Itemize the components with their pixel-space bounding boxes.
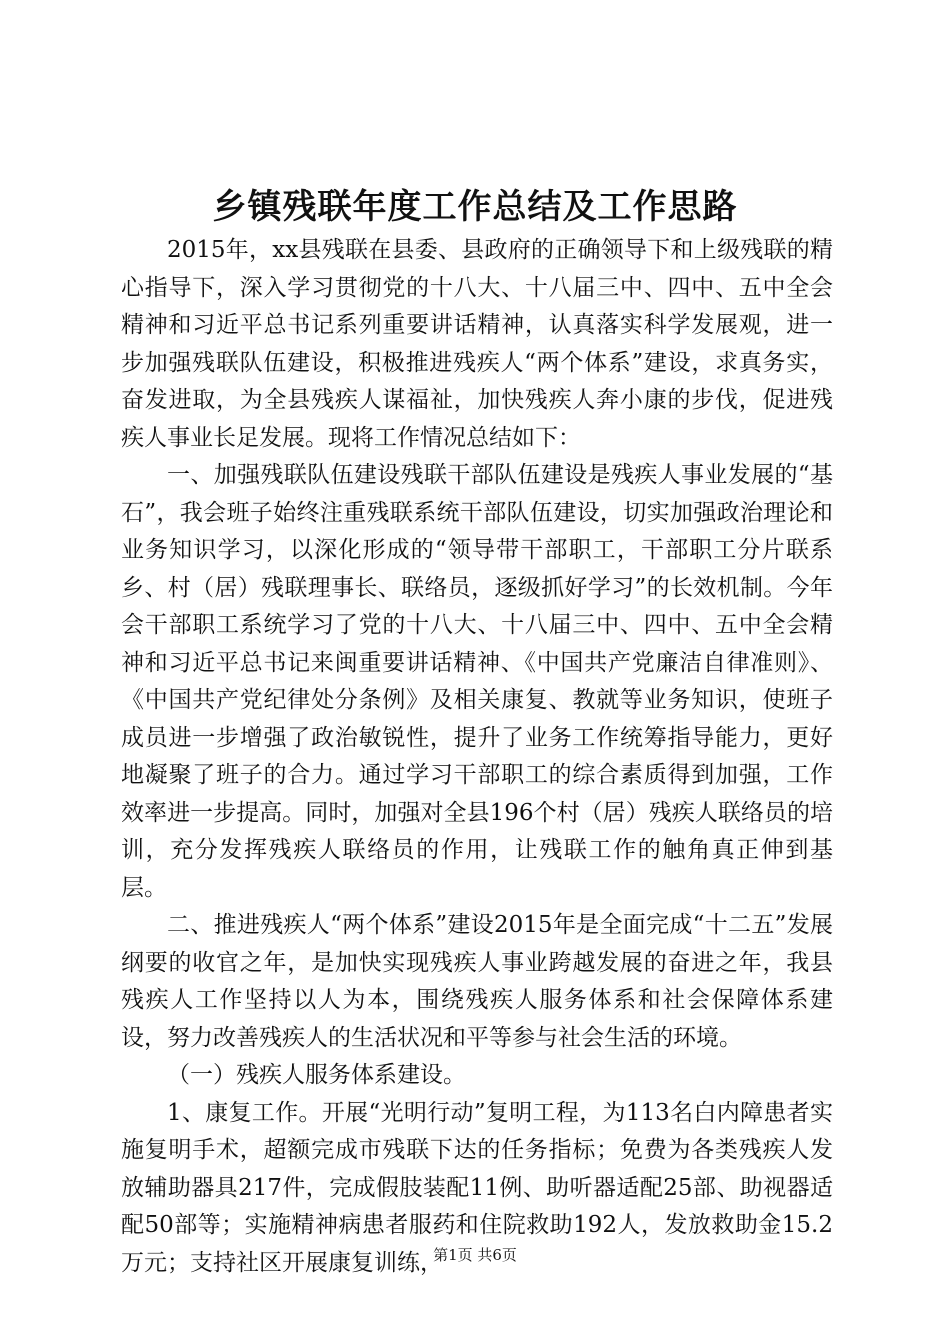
document-title: 乡镇残联年度工作总结及工作思路 — [212, 187, 738, 227]
paragraph-intro: 2015年，xx县残联在县委、县政府的正确领导下和上级残联的精心指导下，深入学习贯彻党的十八大、十八届三中、四中、五中全会精神和习近平总书记系列重要讲话精神，认真落实科学发展观，进一步加强残联队伍建设，积极推进残疾人“两个体系”建设，求真务实，奋发进取，为全县残疾人谋福祉，加快残疾人奔小康的步伐，促进残疾人事业长足发展。现将工作情况总结如下： — [121, 237, 833, 451]
paragraph-section-one: 一、加强残联队伍建设残联干部队伍建设是残疾人事业发展的“基石”，我会班子始终注重残联系统干部队伍建设，切实加强政治理论和业务知识学习，以深化形成的“领导带干部职工，干部职工分片联系乡、村（居）残联理事长、联络员，逐级抓好学习”的长效机制。今年会干部职工系统学习了党的十八大、十八届三中、四中、五中全会精神和习近平总书记来闽重要讲话精神、《中国共产党廉洁自律准则》、《中国共产党纪律处分条例》及相关康复、教就等业务知识，使班子成员进一步增强了政治敏锐性，提升了业务工作统筹指导能力，更好地凝聚了班子的合力。通过学习干部职工的综合素质得到加强，工作效率进一步提高。同时，加强对全县196个村（居）残疾人联络员的培训，充分发挥残疾人联络员的作用，让残联工作的触角真正伸到基层。 — [121, 462, 833, 901]
paragraph-section-two: 二、推进残疾人“两个体系”建设2015年是全面完成“十二五”发展纲要的收官之年，是加快实现残疾人事业跨越发展的奋进之年，我县残疾人工作坚持以人为本，围绕残疾人服务体系和社会保障体系建设，努力改善残疾人的生活状况和平等参与社会生活的环境。 — [121, 912, 833, 1051]
document-body — [121, 232, 833, 1282]
paragraph-subheading-service-system: （一）残疾人服务体系建设。 — [167, 1062, 466, 1088]
page-number: 第1页 共6页 — [433, 1246, 517, 1264]
paragraph-rehabilitation: 1、康复工作。开展“光明行动”复明工程，为113名白内障患者实施复明手术，超额完成市残联下达的任务指标；免费为各类残疾人发放辅助器具217件，完成假肢装配11例、助听器适配25部、助视器适配50部等；实施精神病患者服药和住院救助192人，发放救助金15.2万元；支持社区开展康复训练， — [121, 1099, 833, 1276]
page-footer — [0, 1243, 950, 1267]
